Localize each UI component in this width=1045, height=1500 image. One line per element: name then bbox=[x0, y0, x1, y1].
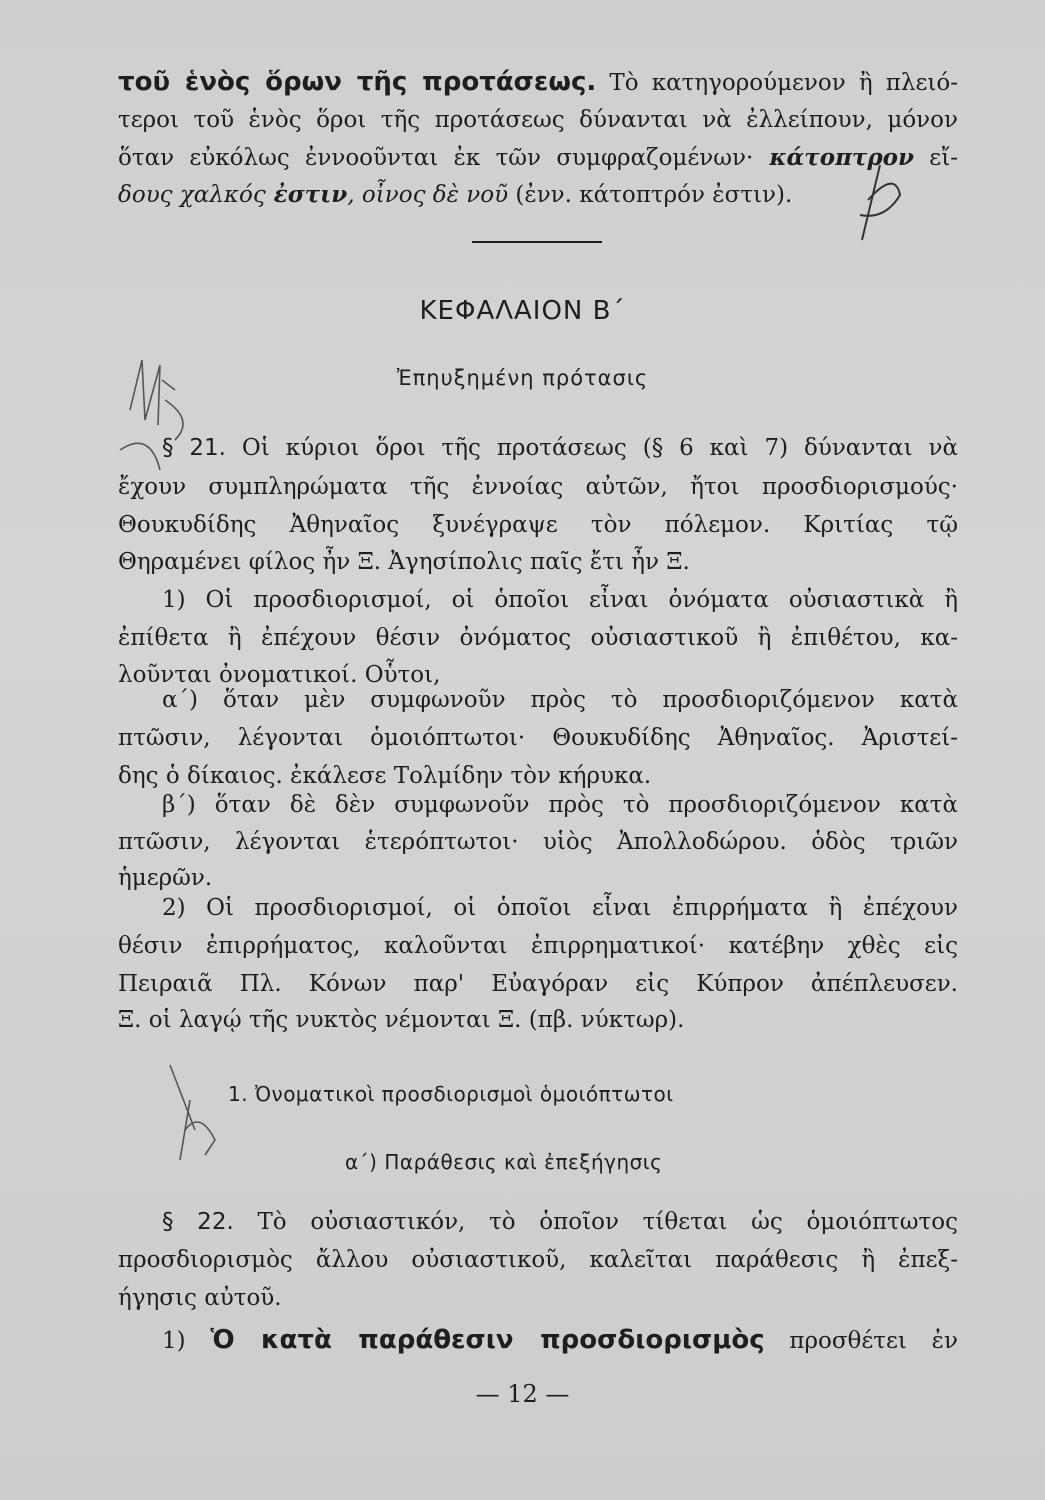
text-line: θέσιν ἐπιρρήματος, καλοῦνται ἐπιρρηματικοί· κατέβην χθὲς εἰς bbox=[118, 933, 958, 959]
pencil-mark-icon bbox=[840, 160, 920, 250]
text-line: ήγησις αὐτοῦ. bbox=[118, 1285, 282, 1311]
chapter-title: ΚΕΦΑΛΑΙΟΝ Β΄ bbox=[419, 296, 626, 326]
section-divider bbox=[472, 241, 602, 243]
text-line: ὅταν εὐκόλως ἐννοοῦνται ἐκ τῶν συμφραζομένων· κάτοπτρον εἴ- bbox=[118, 144, 958, 171]
text-line: 1) Οἱ προσδιορισμοί, οἱ ὁποῖοι εἶναι ὀνόματα οὐσιαστικὰ ἢ bbox=[162, 587, 958, 613]
text-line: α΄) ὅταν μὲν συμφωνοῦν πρὸς τὸ προσδιοριζόμενον κατὰ bbox=[162, 687, 958, 713]
section-22-line: § 22. Τὸ οὐσιαστικόν, τὸ ὁποῖον τίθεται ὡς ὁμοιόπτωτος bbox=[162, 1209, 958, 1235]
section-number: § 22. bbox=[162, 1209, 234, 1235]
emphasis-sans: τοῦ ἑνὸς ὅρων τῆς προτάσεως. bbox=[118, 67, 597, 97]
text-line: β΄) ὅταν δὲ δὲν συμφωνοῦν πρὸς τὸ προσδιοριζόμενον κατὰ bbox=[162, 792, 958, 818]
text-line: ἐπίθετα ἢ ἐπέχουν θέσιν ὀνόματος οὐσιαστικοῦ ἢ ἐπιθέτου, κα- bbox=[118, 625, 958, 651]
pencil-scribble-icon bbox=[100, 350, 220, 480]
text-line: τεροι τοῦ ἑνὸς ὅροι τῆς προτάσεως δύνανται νὰ ἐλλείπουν, μόνον bbox=[118, 107, 958, 133]
text-line: 1) Ὁ κατὰ παράθεσιν προσδιορισμὸς προσθέτει ἐν bbox=[162, 1325, 958, 1355]
text-line: 2) Οἱ προσδιορισμοί, οἱ ὁποῖοι εἶναι ἐπιρρήματα ἢ ἐπέχουν bbox=[162, 895, 958, 921]
subheading: α΄) Παράθεσις καὶ ἐπεξήγησις bbox=[345, 1150, 663, 1174]
section-21-line: § 21. Οἱ κύριοι ὅροι τῆς προτάσεως (§ 6 καὶ 7) δύνανται νὰ bbox=[162, 435, 959, 461]
text-line: προσδιορισμὸς ἄλλου οὐσιαστικοῦ, καλεῖται παράθεσις ἢ ἐπεξ- bbox=[118, 1247, 958, 1273]
text-line: δους χαλκός ἐστιν, οἶνος δὲ νοῦ (ἐνν. κάτοπτρόν ἐστιν). bbox=[118, 181, 793, 208]
text-line: πτῶσιν, λέγονται ἑτερόπτωτοι· υἱὸς Ἀπολλοδώρου. ὁδὸς τριῶν bbox=[118, 829, 958, 855]
section-number: § 21. bbox=[162, 435, 226, 461]
page-number: — 12 — bbox=[475, 1380, 570, 1408]
text-line: Πειραιᾶ Πλ. Κόνων παρ' Εὐαγόραν εἰς Κύπρον ἀπέπλευσεν. bbox=[118, 971, 958, 997]
subheading: 1. Ὀνοματικοὶ προσδιορισμοὶ ὁμοιόπτωτοι bbox=[228, 1082, 674, 1106]
text-line: δης ὁ δίκαιος. ἐκάλεσε Τολμίδην τὸν κήρυκα. bbox=[118, 763, 652, 789]
text-line: ἔχουν συμπληρώματα τῆς ἐννοίας αὐτῶν, ἤτοι προσδιορισμούς· bbox=[118, 474, 958, 500]
text-line: Ξ. οἱ λαγῴ τῆς νυκτὸς νέμονται Ξ. (πβ. νύκτωρ). bbox=[118, 1007, 685, 1033]
chapter-subtitle: Ἐπηυξημένη πρότασις bbox=[396, 366, 649, 390]
text-line: ἡμερῶν. bbox=[118, 865, 213, 891]
pencil-scribble-icon bbox=[160, 1060, 240, 1170]
text-line: τοῦ ἑνὸς ὅρων τῆς προτάσεως. Τὸ κατηγορούμενον ἢ πλειό- bbox=[118, 67, 958, 97]
text-line: Θηραμένει φίλος ἦν Ξ. Ἀγησίπολις παῖς ἔτι ἦν Ξ. bbox=[118, 549, 690, 575]
text-line: πτῶσιν, λέγονται ὁμοιόπτωτοι· Θουκυδίδης Ἀθηναῖος. Ἀριστεί- bbox=[118, 725, 958, 751]
text-line: Θουκυδίδης Ἀθηναῖος ξυνέγραψε τὸν πόλεμον. Κριτίας τῷ bbox=[118, 512, 958, 538]
text-line: λοῦνται ὀνοματικοί. Οὗτοι, bbox=[118, 662, 441, 688]
